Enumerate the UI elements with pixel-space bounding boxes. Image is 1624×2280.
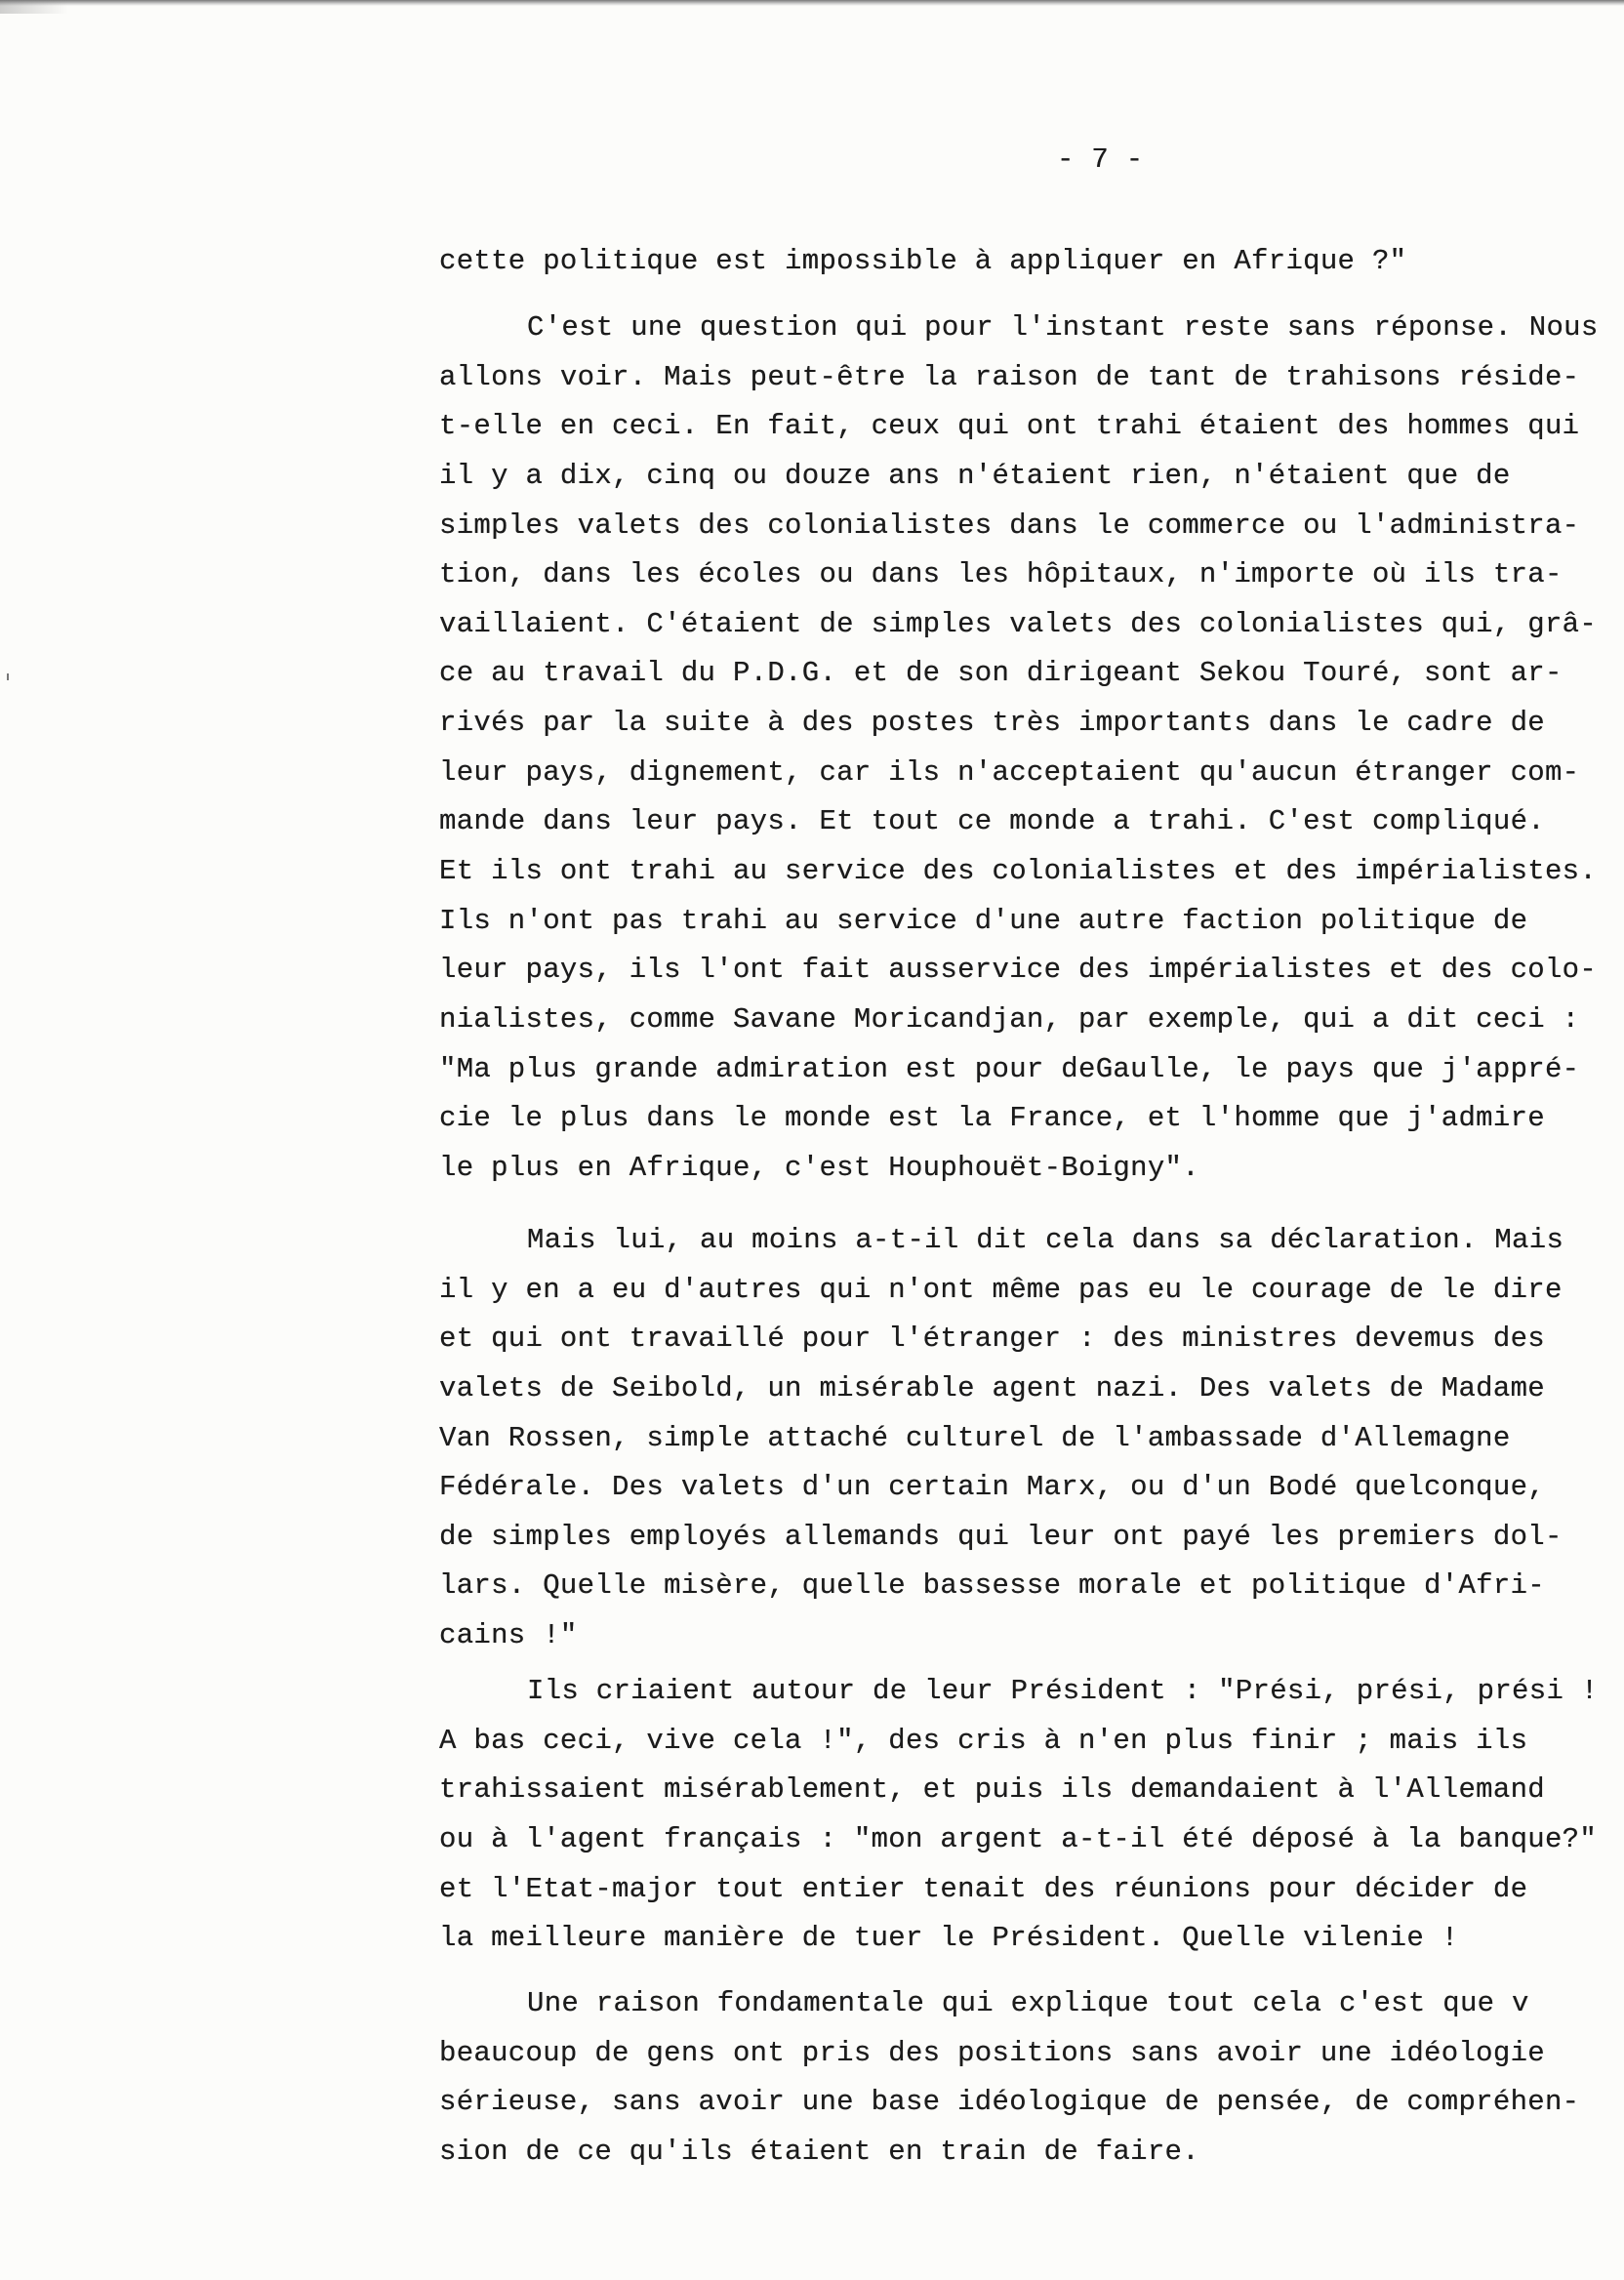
text-line: t-elle en ceci. En fait, ceux qui ont trahi étaient des hommes qui — [439, 410, 1580, 443]
text-line: leur pays, ils l'ont fait ausservice des impérialistes et des colo- — [439, 954, 1598, 987]
text-line: beaucoup de gens ont pris des positions sans avoir une idéologie — [439, 2036, 1545, 2069]
page-number: - 7 - — [1057, 143, 1144, 176]
text-line: et qui ont travaillé pour l'étranger : des ministres devemus des — [439, 1323, 1545, 1356]
text-line: Et ils ont trahi au service des colonialistes et des impérialistes. — [439, 855, 1598, 888]
text-line: cette politique est impossible à appliquer en Afrique ?" — [439, 245, 1407, 277]
paragraph — [439, 1216, 1563, 1661]
text-line: ce au travail du P.D.G. et de son dirigeant Sekou Touré, sont ar- — [439, 657, 1563, 690]
text-line: Van Rossen, simple attaché culturel de l'ambassade d'Allemagne — [439, 1421, 1511, 1454]
text-line: mande dans leur pays. Et tout ce monde a trahi. C'est compliqué. — [439, 805, 1545, 838]
text-line: A bas ceci, vive cela !", des cris à n'en plus finir ; mais ils — [439, 1724, 1528, 1757]
text-line: leur pays, dignement, car ils n'acceptaient qu'aucun étranger com- — [439, 755, 1580, 789]
text-line: le plus en Afrique, c'est Houphouët-Boigny". — [439, 1151, 1199, 1184]
text-line: cains !" — [439, 1619, 578, 1652]
text-line: "Ma plus grande admiration est pour deGaulle, le pays que j'appré- — [439, 1052, 1580, 1085]
text-line: il y en a eu d'autres qui n'ont même pas eu le courage de le dire — [439, 1273, 1563, 1306]
text-line: ou à l'agent français : "mon argent a-t-il été déposé à la banque?" — [439, 1822, 1598, 1855]
scan-top-edge — [0, 0, 1624, 6]
text-line: tion, dans les écoles ou dans les hôpitaux, n'importe où ils tra- — [439, 558, 1563, 591]
text-line: Mais lui, au moins a-t-il dit cela dans sa déclaration. Mais — [527, 1224, 1564, 1256]
text-line: de simples employés allemands qui leur ont payé les premiers dol- — [439, 1520, 1563, 1553]
text-line: nialistes, comme Savane Moricandjan, par exemple, qui a dit ceci : — [439, 1002, 1580, 1036]
text-line: Fédérale. Des valets d'un certain Marx, ou d'un Bodé quelconque, — [439, 1471, 1545, 1504]
paragraph — [439, 1979, 1579, 2178]
paragraph — [439, 304, 1599, 1194]
paragraph — [439, 1667, 1599, 1964]
paragraph — [439, 237, 1406, 287]
scan-corner-shadow — [0, 0, 68, 14]
text-line: lars. Quelle misère, quelle bassesse morale et politique d'Afri- — [439, 1569, 1545, 1603]
text-line: Ils criaient autour de leur Président : "Prési, prési, prési ! — [527, 1675, 1599, 1707]
text-line: vaillaient. C'étaient de simples valets des colonialistes qui, grâ- — [439, 607, 1598, 640]
text-line: simples valets des colonialistes dans le commerce ou l'administra- — [439, 509, 1580, 542]
text-line: valets de Seibold, un misérable agent nazi. Des valets de Madame — [439, 1371, 1545, 1405]
text-line: allons voir. Mais peut-être la raison de tant de trahisons réside- — [439, 360, 1580, 393]
scan-speck — [7, 673, 9, 680]
text-line: et l'Etat-major tout entier tenait des réunions pour décider de — [439, 1872, 1528, 1905]
text-line: Une raison fondamentale qui explique tout cela c'est que v — [527, 1987, 1529, 2019]
text-line: trahissaient misérablement, et puis ils demandaient à l'Allemand — [439, 1773, 1545, 1807]
text-line: sérieuse, sans avoir une base idéologique de pensée, de compréhen- — [439, 2086, 1580, 2119]
text-line: rivés par la suite à des postes très importants dans le cadre de — [439, 707, 1545, 740]
text-line: Ils n'ont pas trahi au service d'une autre faction politique de — [439, 904, 1528, 937]
text-line: il y a dix, cinq ou douze ans n'étaient rien, n'étaient que de — [439, 459, 1511, 492]
text-line: la meilleure manière de tuer le Président. Quelle vilenie ! — [439, 1922, 1459, 1955]
text-line: cie le plus dans le monde est la France, et l'homme que j'admire — [439, 1102, 1545, 1135]
text-line: sion de ce qu'ils étaient en train de faire. — [439, 2135, 1199, 2168]
text-line: C'est une question qui pour l'instant reste sans réponse. Nous — [527, 311, 1599, 344]
